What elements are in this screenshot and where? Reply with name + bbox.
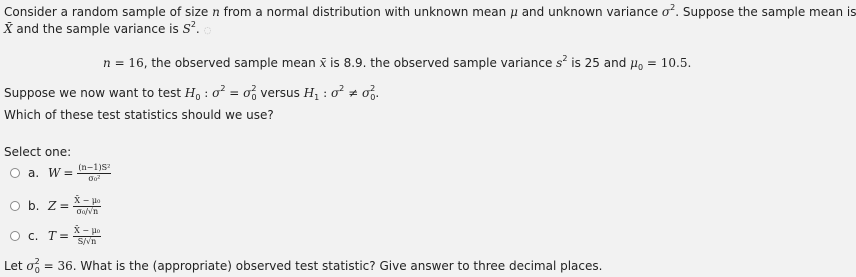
question-intro-line1: Consider a random sample of size n from a normal distribution with unknown mean μ and unknown variance $\sigma^2$. Suppose the sample mean is (4, 3, 856, 19)
option-b[interactable]: b. Z = $\frac{\text{X̄ − μ₀}}{\text{σ₀/√n}}$ (10, 193, 101, 219)
option-c[interactable]: c. T = $\frac{\text{X̄ − μ₀}}{S/√n}$ (10, 223, 101, 249)
radio-c[interactable] (10, 231, 20, 241)
option-b-formula (73, 196, 101, 217)
given-values: n = 16, the observed sample mean x̄ is 8.9. the observed sample variance $s^2$ is 25 and $\mu_0 = 10.5$. (103, 54, 692, 72)
option-c-denominator: S/√n (77, 236, 97, 246)
option-c-var: T (48, 229, 57, 243)
followup-question: Let $\sigma^2_0 = 36$. What is the (appropriate) observed test statistic? Give answer to three decimal places. (4, 257, 603, 275)
option-b-var: Z (48, 199, 57, 213)
option-a-letter: a. (28, 166, 40, 180)
option-a-formula (77, 163, 111, 184)
question-intro-line2: X̄ and the sample variance is $S^2$. ◌ (4, 20, 212, 36)
question-prompt: Which of these test statistics should we use? (4, 108, 274, 122)
option-b-numerator: X̄ − μ₀ (74, 195, 101, 205)
option-c-formula (73, 226, 101, 247)
option-a[interactable]: a. W = $\frac{\text{(n−1)S²}}{\text{σ₀²}}$ (10, 160, 111, 186)
option-a-denominator: σ₀² (88, 173, 101, 183)
hypothesis-text: Suppose we now want to test $H_0$ : $\sigma^2 = \sigma^2_0$ versus $H_1$ : $\sigma^2 \ne \sigma^2_0$. (4, 84, 380, 102)
option-c-numerator: X̄ − μ₀ (74, 225, 100, 235)
radio-a[interactable] (10, 168, 20, 178)
option-b-denominator: σ₀/√n (76, 206, 99, 216)
option-a-numerator: (n−1)S² (78, 162, 111, 172)
select-one-label: Select one: (4, 145, 72, 159)
option-a-var: W (48, 166, 61, 180)
option-c-letter: c. (28, 229, 39, 243)
option-b-letter: b. (28, 199, 40, 213)
radio-b[interactable] (10, 201, 20, 211)
